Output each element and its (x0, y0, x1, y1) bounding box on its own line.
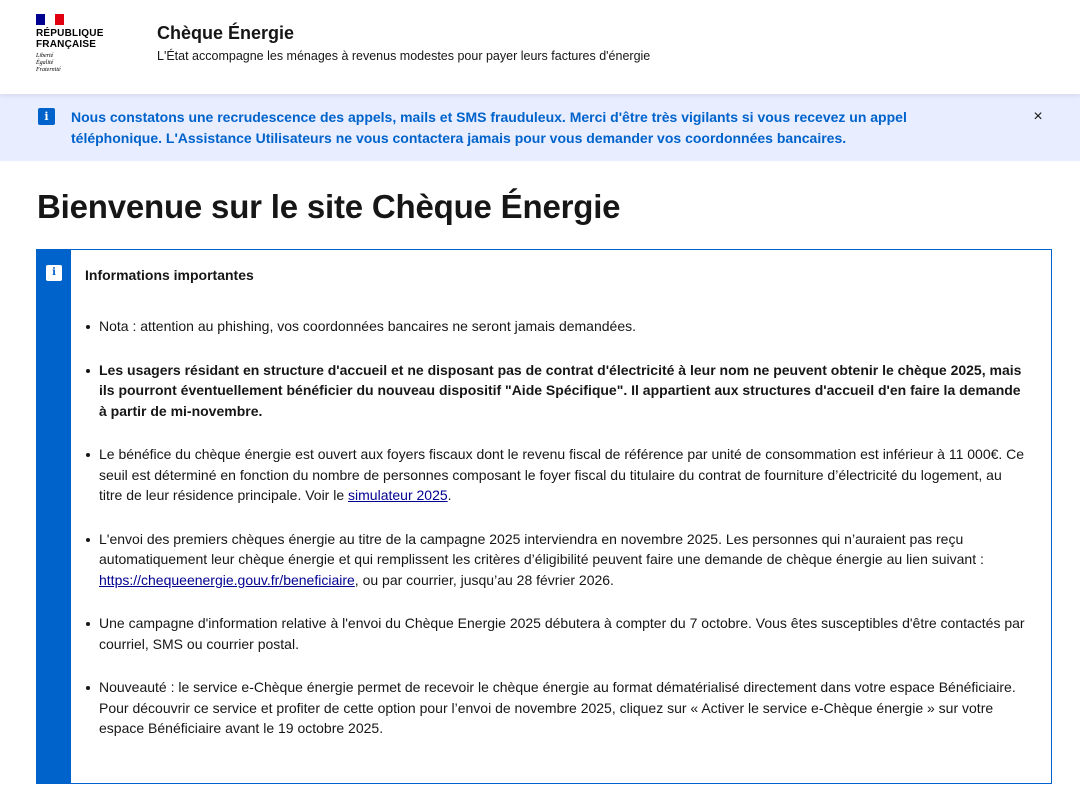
list-item-campagne: Une campagne d'information relative à l'envoi du Chèque Energie 2025 débutera à compter du 7 octobre. Vous êtes susceptibles d'être contactés par courriel, SMS ou courrier postal. (85, 613, 1025, 654)
list-item-nota: Nota : attention au phishing, vos coordonnées bancaires ne seront jamais demandées. (85, 316, 1025, 337)
info-list (85, 316, 1025, 762)
page-title: Bienvenue sur le site Chèque Énergie (37, 188, 621, 225)
motto-liberte: Liberté (36, 53, 54, 59)
info-icon: i (38, 108, 55, 125)
beneficiaire-link[interactable]: https://chequeenergie.gouv.fr/beneficiaire (99, 571, 355, 588)
info-box-accent-bar (37, 250, 71, 783)
info-icon: i (46, 265, 62, 281)
fraud-notice-text: Nous constatons une recrudescence des appels, mails et SMS frauduleux. Merci d'être très vigilants si vous recevez un appel téléphonique. L'Assistance Utilisateurs ne vous contactera jamais pour vous demander vos coordonnées bancaires. (71, 109, 907, 146)
simulateur-link[interactable]: simulateur 2025 (348, 487, 448, 503)
site-header (0, 0, 1080, 94)
benefice-text: Le bénéfice du chèque énergie est ouvert aux foyers fiscaux dont le revenu fiscal de référence par unité de consommation est inférieur à 11 000€. Ce seuil est déterminé en fonction du nombre de personnes composant le foyer fiscal du titulaire du contrat de fourniture d’électricité du logement, au titre de leur résidence principale. Voir le (99, 446, 1025, 503)
site-tagline: L'État accompagne les ménages à revenus modestes pour payer leurs factures d'énergie (157, 49, 651, 63)
benefice-end: . (447, 487, 452, 503)
logo-motto (36, 53, 116, 74)
french-flag-icon (36, 14, 64, 25)
logo-line-1: RÉPUBLIQUE (36, 28, 104, 39)
envoi-text: L'envoi des premiers chèques énergie au titre de la campagne 2025 interviendra en novembre 2025. Les personnes qui n’auraient pas reçu automatiquement leur chèque énergie et qui remplissent les critères d’éligibilité peuvent faire une demande de chèque énergie au lien suivant : (99, 530, 984, 567)
list-item-benefice (85, 444, 1025, 506)
list-item-nouveaute: Nouveauté : le service e-Chèque énergie permet de recevoir le chèque énergie au format dématérialisé directement dans votre espace Bénéficiaire. Pour découvrir ce service et profiter de cette option pour l’envoi de novembre 2025, cliquez sur « Activer le service e-Chèque énergie » sur votre espace Bénéficiaire avant le 19 octobre 2025. (85, 677, 1025, 739)
site-title-link[interactable]: Chèque Énergie (157, 23, 295, 43)
envoi-end: , ou par courrier, jusqu’au 28 février 2026. (354, 571, 614, 588)
close-notice-button[interactable]: × (1033, 108, 1043, 125)
motto-egalite: Égalité (36, 60, 54, 66)
list-item-structures: Les usagers résidant en structure d'accueil et ne disposant pas de contrat d'électricité à leur nom ne peuvent obtenir le chèque 2025, mais ils pourront éventuellement bénéficier du nouveau dispositif "Aide Spécifique". Il appartient aux structures d'accueil d'en faire la demande à partir de mi-novembre. (85, 360, 1025, 422)
info-box-title: Informations importantes (85, 267, 254, 283)
important-info-box (36, 249, 1052, 784)
list-item-envoi (85, 529, 1025, 591)
republique-francaise-logo[interactable] (36, 14, 116, 74)
motto-fraternite: Fraternité (36, 67, 61, 73)
logo-line-2: FRANÇAISE (36, 39, 97, 50)
